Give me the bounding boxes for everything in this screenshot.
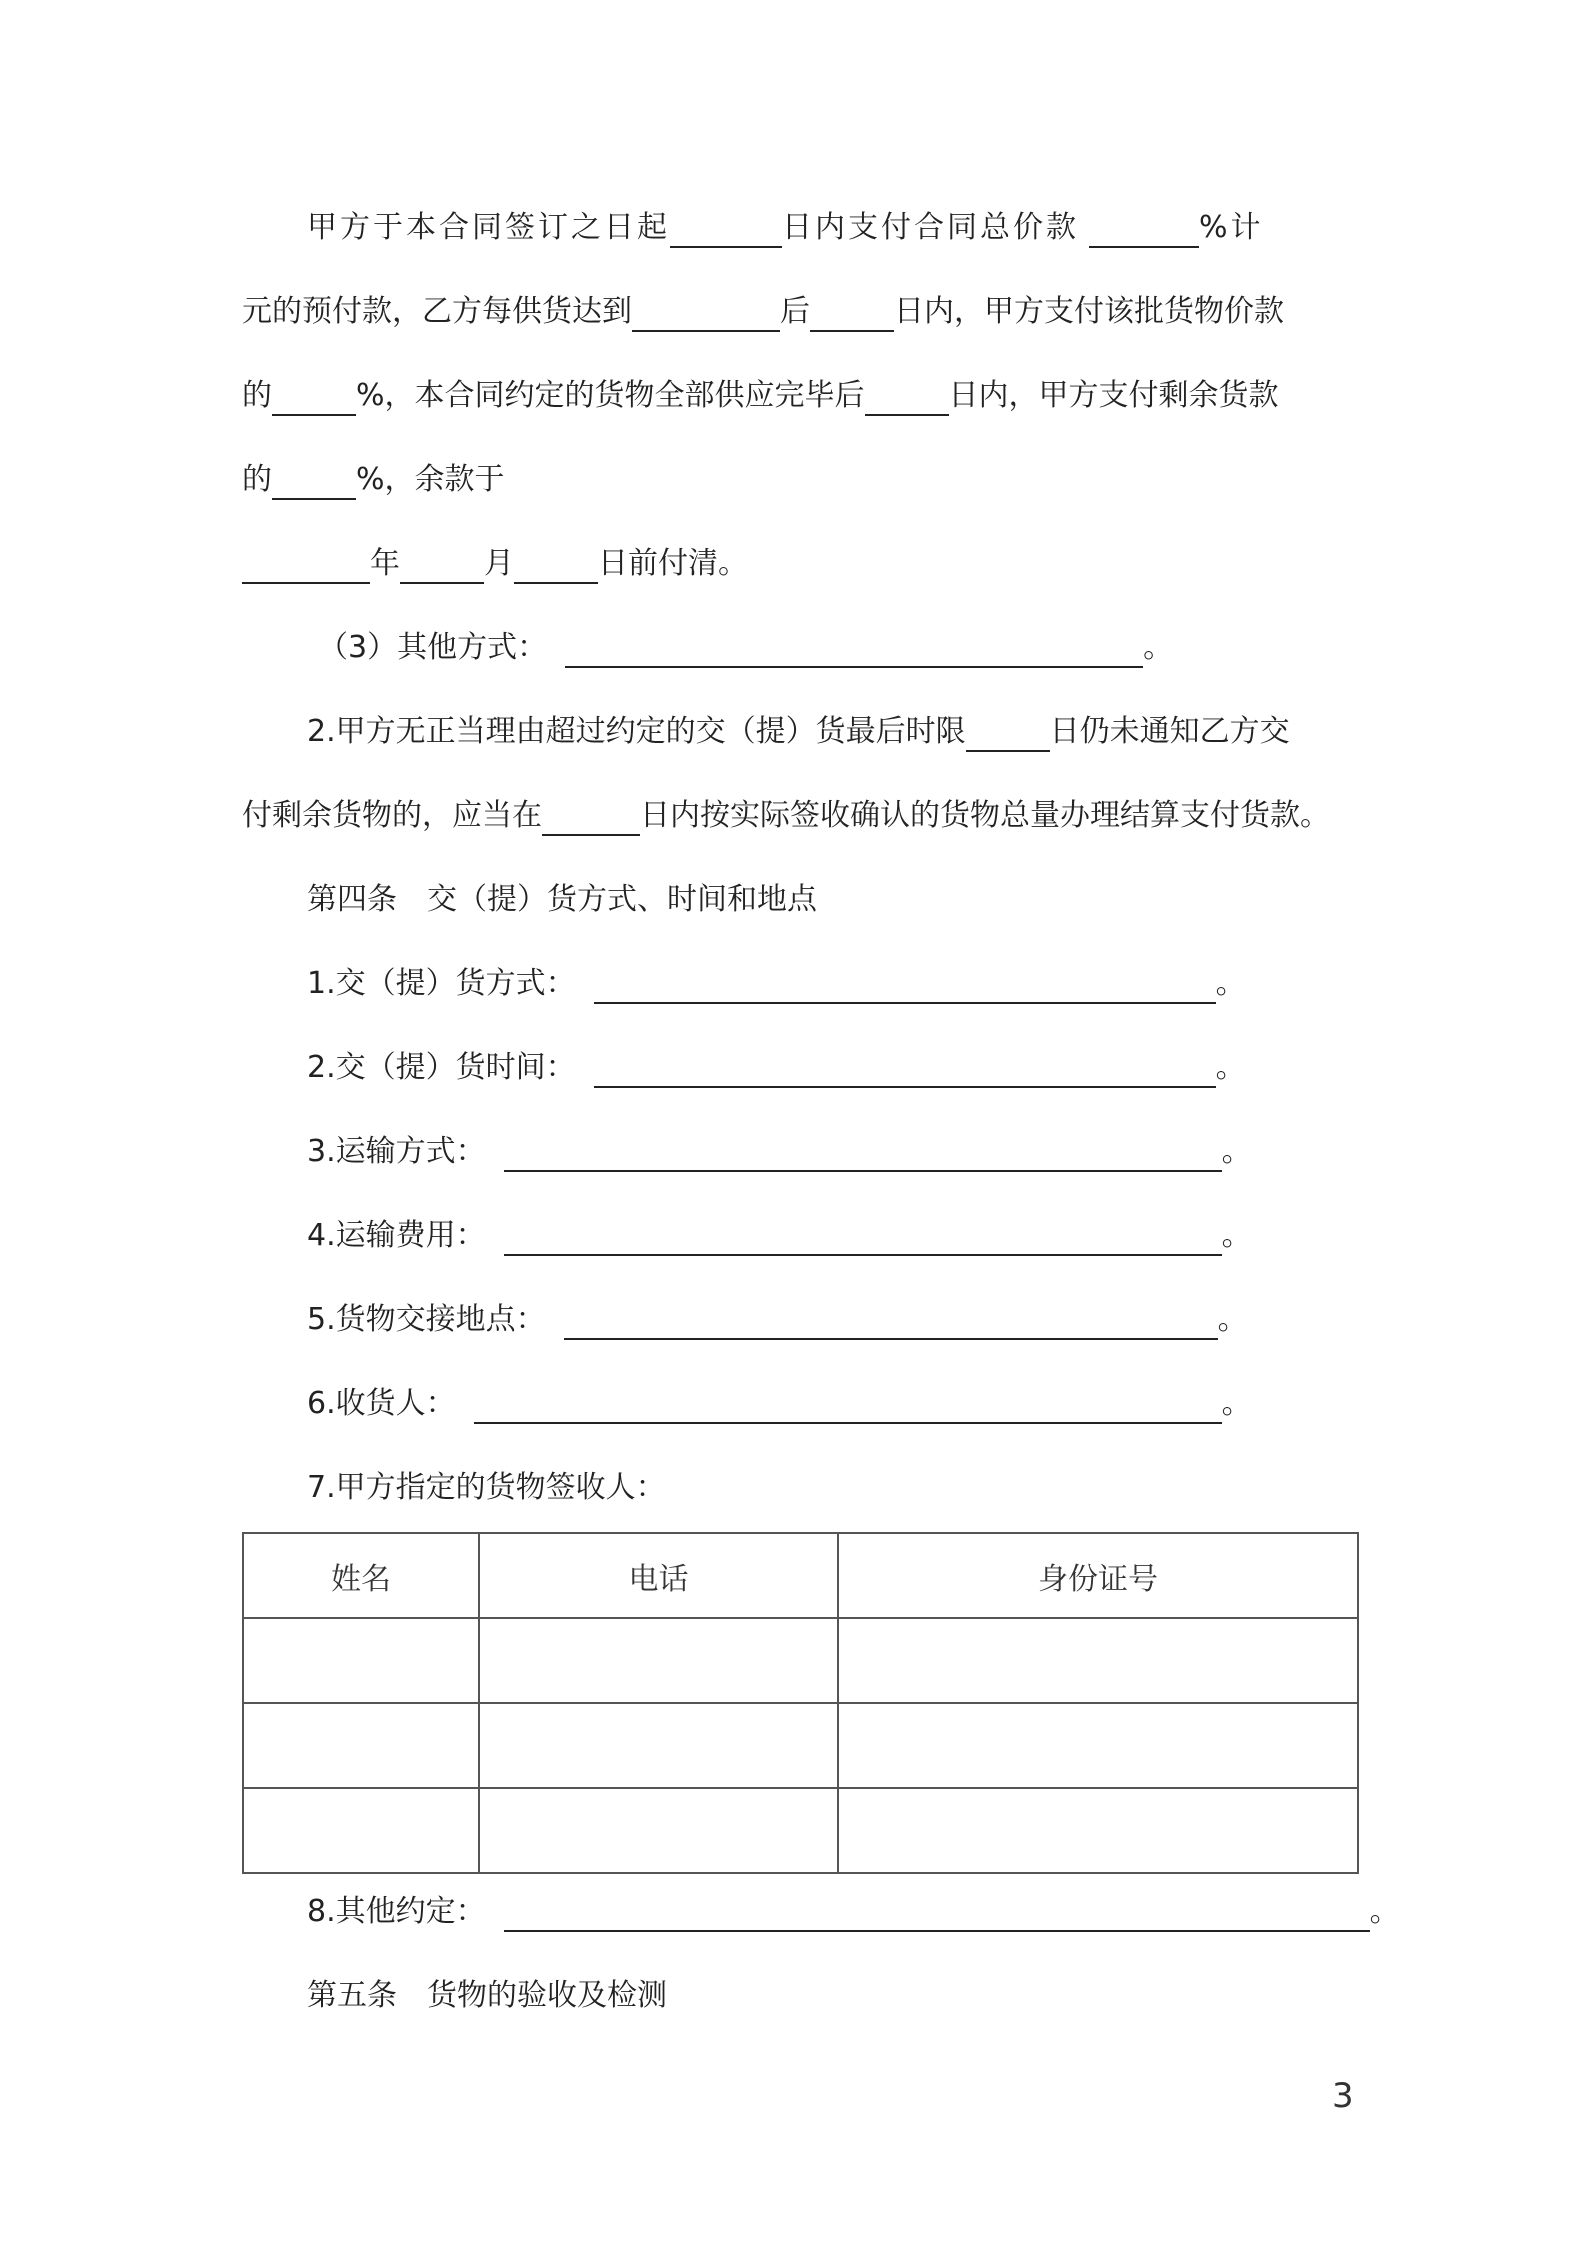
blank-deadline-days[interactable] [966, 718, 1050, 752]
table-row [243, 1618, 1358, 1703]
payment-line-4: 的 %，余款于 [242, 460, 505, 500]
page-number: 3 [1332, 2076, 1354, 2116]
article4-item-6: 6.收货人： 。 [307, 1384, 1252, 1424]
blank-prepay-days[interactable] [670, 214, 782, 248]
table-header-id: 身份证号 [838, 1533, 1358, 1618]
signer-table [242, 1532, 1359, 1874]
blank-batch-days[interactable] [810, 298, 894, 332]
article4-item-4: 4.运输费用： 。 [307, 1216, 1252, 1256]
table-cell[interactable] [838, 1618, 1358, 1703]
blank-final-days[interactable] [865, 382, 949, 416]
table-header-name: 姓名 [243, 1533, 479, 1618]
table-header-row [243, 1533, 1358, 1618]
article4-item-2: 2.交（提）货时间： 。 [307, 1048, 1246, 1088]
blank-batch-percent[interactable] [272, 382, 356, 416]
clause2-line-1: 2.甲方无正当理由超过约定的交（提）货最后时限 日仍未通知乙方交 [307, 712, 1290, 752]
table-cell[interactable] [243, 1788, 479, 1873]
blank-handover-location[interactable] [564, 1306, 1218, 1340]
article4-item-5: 5.货物交接地点： 。 [307, 1300, 1248, 1340]
table-cell[interactable] [479, 1703, 838, 1788]
payment-other-method: （3）其他方式： 。 [318, 628, 1173, 668]
blank-other-method[interactable] [565, 634, 1143, 668]
table-cell[interactable] [479, 1618, 838, 1703]
blank-transport-method[interactable] [504, 1138, 1222, 1172]
blank-day[interactable] [514, 550, 598, 584]
clause2-line-2: 付剩余货物的，应当在 日内按实际签收确认的货物总量办理结算支付货款。 [242, 796, 1330, 836]
blank-final-percent[interactable] [272, 466, 356, 500]
article4-item-8: 8.其他约定： 。 [307, 1892, 1400, 1932]
blank-settlement-days[interactable] [542, 802, 640, 836]
table-header-phone: 电话 [479, 1533, 838, 1618]
blank-batch-amount[interactable] [632, 298, 780, 332]
blank-consignee[interactable] [474, 1390, 1222, 1424]
article5-heading: 第五条 货物的验收及检测 [307, 1978, 667, 2013]
article4-item-1: 1.交（提）货方式： 。 [307, 964, 1246, 1004]
table-cell[interactable] [243, 1618, 479, 1703]
blank-month[interactable] [400, 550, 484, 584]
table-cell[interactable] [243, 1703, 479, 1788]
article4-item-3: 3.运输方式： 。 [307, 1132, 1252, 1172]
table-cell[interactable] [479, 1788, 838, 1873]
article4-heading: 第四条 交（提）货方式、时间和地点 [307, 882, 817, 917]
blank-delivery-method[interactable] [594, 970, 1216, 1004]
blank-year[interactable] [242, 550, 370, 584]
payment-line-3: 的 %，本合同约定的货物全部供应完毕后 日内，甲方支付剩余货款 [242, 376, 1279, 416]
payment-line-2: 元的预付款，乙方每供货达到 后 日内，甲方支付该批货物价款 [242, 292, 1284, 332]
signer-label: 7.甲方指定的货物签收人： [307, 1470, 666, 1505]
table-cell[interactable] [838, 1788, 1358, 1873]
blank-prepay-percent[interactable] [1089, 214, 1199, 248]
payment-line-5: 年 月 日前付清。 [242, 544, 748, 584]
blank-other-agreement[interactable] [504, 1898, 1370, 1932]
payment-line-1: 甲方于本合同签订之日起 日内支付合同总价款 %计 [307, 208, 1264, 248]
blank-transport-cost[interactable] [504, 1222, 1222, 1256]
blank-delivery-time[interactable] [594, 1054, 1216, 1088]
table-row [243, 1703, 1358, 1788]
table-row [243, 1788, 1358, 1873]
table-cell[interactable] [838, 1703, 1358, 1788]
